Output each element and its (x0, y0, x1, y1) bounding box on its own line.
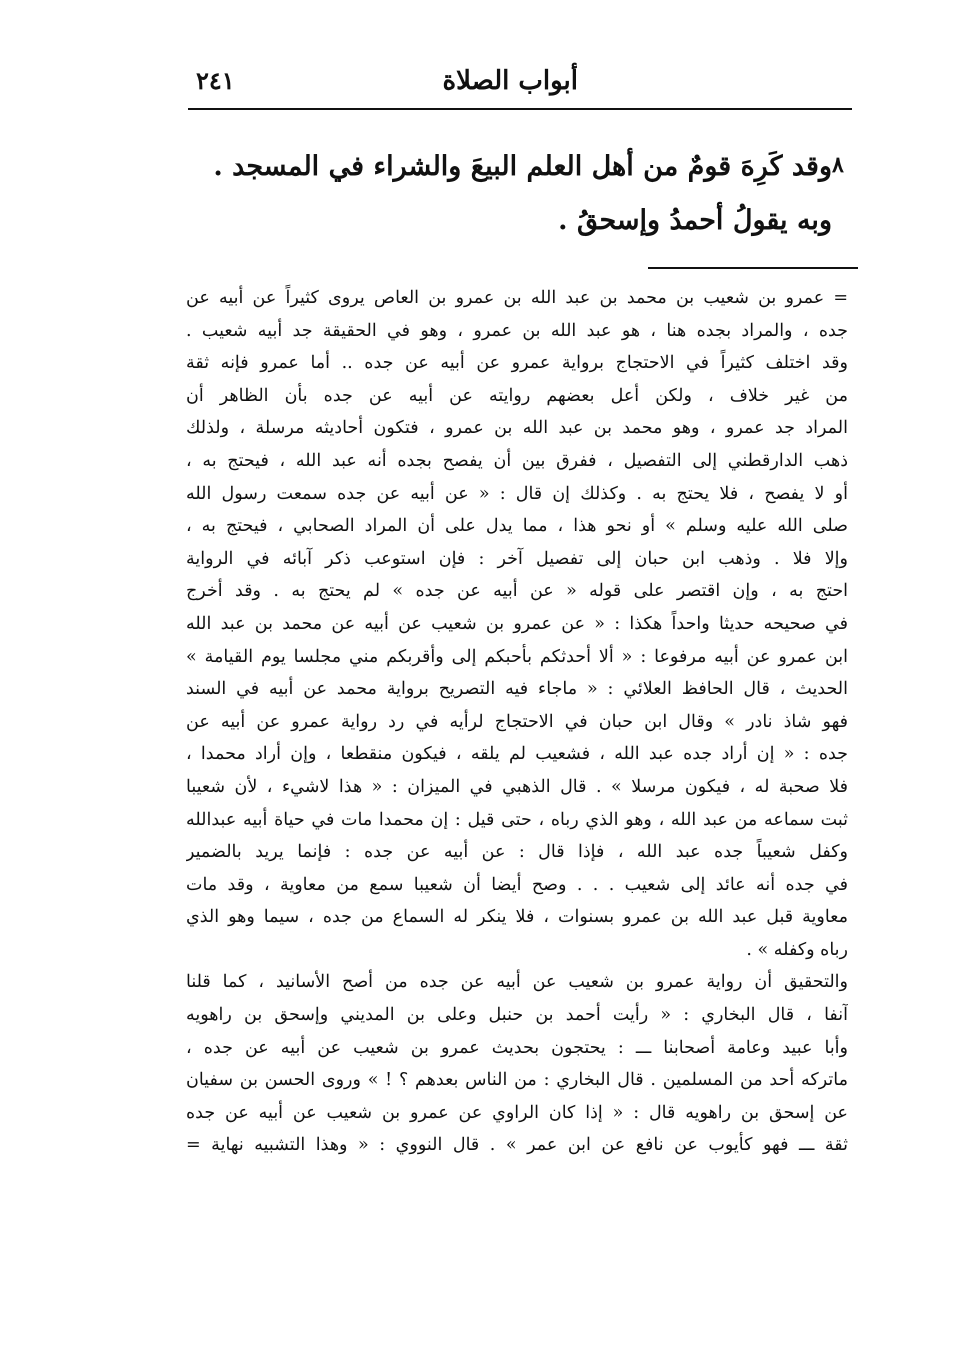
footnote-line: جده ، والمراد بجده هنا ، هو عبد الله بن عمرو ، وهو في الحقيقة جد أبيه شعيب . (186, 320, 848, 341)
footnote-line: ثبت سماعه من عبد الله ، وهو الذي رباه ، حتى قيل : إن محمدا مات في حياة أبيه عبدالله (186, 809, 848, 830)
footnote-line: والتحقيق أن رواية عمرو بن شعيب عن أبيه عن جده من أصح الأسانيد ، كما قلنا (186, 972, 848, 993)
footnote-line: آنفا ، قال البخاري : « رأيت أحمد بن حنبل وعلى بن المديني وإسحق بن راهويه (186, 1005, 848, 1026)
footnote-line: عن إسحق بن راهويه قال : « إذا كان الراوي عن عمرو بن شعيب عن أبيه عن جده (186, 1102, 848, 1123)
header-divider (188, 108, 852, 110)
footnote-line: فهو شاذ نادر » وقال ابن حبان في الاحتجاج لرأيه في رد رواية عمرو عن أبيه عن (186, 711, 848, 732)
footnotes (186, 282, 848, 1162)
main-line: وقد كَرِهَ قومٌ من أهل العلم البيعَ والشراء في المسجد . (213, 151, 832, 182)
footnote-line: وكفل شعيباً جده عبد الله ، فإذا قال : عن أبيه عن جده : فإنما يريد بالضمير (186, 842, 848, 863)
footnote-line: رباه وكفله » . (746, 939, 848, 960)
main-text (213, 140, 832, 248)
footnote-line: ماتركه أحد من المسلمين . قال البخاري : من الناس بعدهم ؟ ! » وروى الحسن بن سفيان (186, 1070, 848, 1091)
page-header (188, 62, 848, 106)
main-line: وبه يقولُ أحمدُ وإسحقُ . (558, 205, 832, 236)
footnote-line: ثقة ـــ فهو كأيوب عن نافع عن ابن عمر » . قال النووي : « وهذا التشبيه نهاية = (186, 1135, 848, 1156)
footnote-line: في جده أنه عائد إلى شعيب . . . وصح أيضا أن شعيبا سمع من معاوية ، وقد مات (186, 874, 848, 895)
footnote-paragraph (186, 282, 848, 966)
footnote-line: أو لا يفصح ، فلا يحتج به . وكذلك إن قال : « عن أبيه عن جده سمعت رسول الله (186, 483, 848, 504)
footnote-line: المراد جد عمرو ، وهو محمد بن عبد الله بن عمرو ، فتكون أحاديثه مرسلة ، ولذلك (186, 418, 848, 439)
footnote-line: = عمرو بن شعيب بن محمد بن عبد الله بن عمرو بن العاص يروى كثيراً عن أبيه عن (186, 288, 848, 308)
footnote-line: معاوية قبل عبد الله بن عمرو بسنوات ، فلا ينكر له السماع من جده ، سيما وهو الذي (186, 907, 848, 928)
footnote-line: وإلا فلا . وذهب ابن حبان إلى تفصيل آخر : فإن استوعب ذكر آبائه في الرواية (186, 548, 848, 569)
footnote-line: صلى الله عليه وسلم » أو نحو هذا ، مما يدل على أن المراد الصحابي ، فيحتج به ، (186, 516, 848, 537)
footnote-line: من غير خلاف ، ولكن أعل بعضهم روايته عن أبيه عن جده بأن الظاهر أن (186, 385, 848, 406)
footnote-line: وأبا عبيد وعامة أصحابنا ـــ : يحتجون بحديث عمرو بن شعيب عن أبيه عن جده ، (186, 1037, 848, 1058)
footnote-line: الحديث ، قال الحافظ العلائي : « ماجاء فيه التصريح برواية محمد عن أبيه في السند (186, 679, 848, 700)
footnote-line: في صحيحه حديثا واحداً هكذا : « عن عمرو بن شعيب عن أبيه عن محمد بن عبد الله (186, 613, 848, 634)
footnote-line: ابن عمرو عن أبيه مرفوعا : « ألا أحدثكم بأحبكم إلى وأقربكم مني مجلسا يوم القيامة » (186, 646, 848, 667)
footnote-line: ذهب الدارقطني إلى التفصيل ، ففرق بين أن يفصح بجده أنه عبد الله ، فيحتج به ، (186, 450, 848, 471)
chapter-title: أبواب الصلاة (442, 66, 578, 96)
page-number: ٢٤١ (196, 66, 235, 95)
footnote-divider (648, 267, 858, 269)
footnote-line: وقد اختلف كثيراً في الاحتجاج برواية عمرو عن أبيه عن جده .. أما عمرو فإنه ثقة (186, 353, 848, 374)
footnote-paragraph (186, 966, 848, 1162)
footnote-line: جده : « إن أراد جده عبد الله ، فشعيب لم يلقه ، فيكون منقطعا ، وإن أراد محمدا ، (186, 744, 848, 765)
hadith-marker: ٨ (832, 152, 844, 178)
footnote-line: احتج به ، وإن اقتصر على قوله « عن أبيه عن جده » لم يحتج به . وقد أخرج (186, 581, 848, 602)
footnote-line: فلا صحبة له ، فيكون مرسلا » . قال الذهبي في الميزان : « هذا لاشيء ، لأن شعيبا (186, 776, 848, 797)
